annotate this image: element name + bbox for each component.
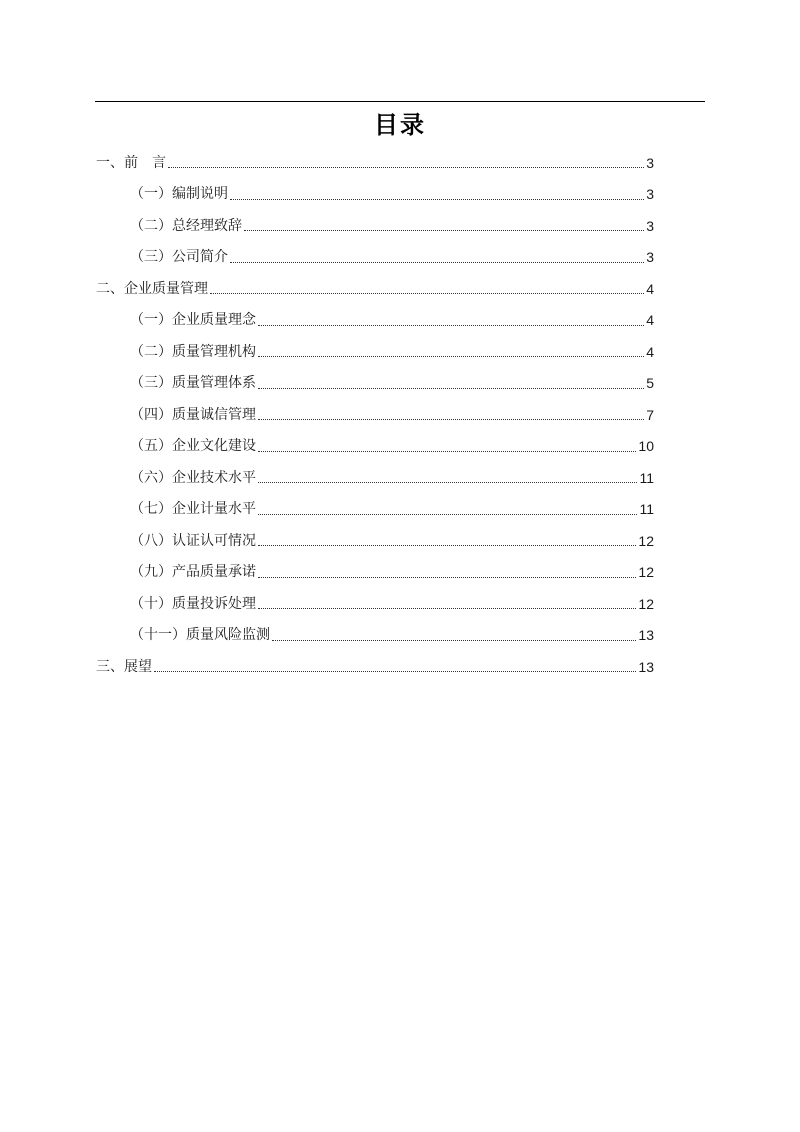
page-title: 目录 [374,111,426,139]
toc-entry-label: （十）质量投诉处理 [130,595,256,612]
toc-entry-label: （九）产品质量承诺 [130,564,256,581]
toc-entry-label: （四）质量诚信管理 [130,406,256,423]
toc-entry[interactable] [130,462,654,494]
toc-entry-label: （三）质量管理体系 [130,375,256,392]
toc-entry[interactable] [130,494,654,526]
toc-page-number: 3 [646,217,654,234]
toc-entry-label: 一、前 言 [96,154,166,171]
toc-leader-dots [258,419,644,420]
toc-entry[interactable] [130,210,654,242]
toc-leader-dots [154,671,636,672]
toc-entry-label: （一）编制说明 [130,186,228,203]
toc-entry[interactable] [130,179,654,211]
toc-leader-dots [168,167,644,168]
toc-entry[interactable] [130,431,654,463]
toc-leader-dots [258,451,636,452]
toc-leader-dots [258,356,644,357]
toc-leader-dots [230,199,644,200]
toc-page-number: 3 [646,154,654,171]
toc-entry[interactable] [130,588,654,620]
toc-page-number: 13 [638,627,654,644]
toc-entry-label: （二）总经理致辞 [130,217,242,234]
toc-entry-label: （八）认证认可情况 [130,532,256,549]
toc-leader-dots [272,640,636,641]
toc-entry-label: （五）企业文化建设 [130,438,256,455]
toc-entry[interactable] [130,525,654,557]
toc-leader-dots [258,325,644,326]
toc-entry-label: （六）企业技术水平 [130,469,256,486]
toc-entry-label: 二、企业质量管理 [96,280,208,297]
toc-leader-dots [244,230,644,231]
toc-page-number: 4 [646,280,654,297]
toc-leader-dots [210,293,644,294]
toc-page-number: 12 [638,564,654,581]
toc-page-number: 13 [638,658,654,675]
toc-page-number: 3 [646,249,654,266]
toc-entry-label: 三、展望 [96,658,152,675]
toc-entry-label: （十一）质量风险监测 [130,627,270,644]
toc-entry[interactable] [130,557,654,589]
toc-leader-dots [258,608,636,609]
toc-leader-dots [258,482,637,483]
header-rule [95,101,705,102]
toc-entry-label: （七）企业计量水平 [130,501,256,518]
toc-page-number: 11 [639,501,654,518]
toc-leader-dots [258,514,637,515]
toc-page-number: 4 [646,312,654,329]
toc-page-number: 4 [646,343,654,360]
toc-leader-dots [230,262,644,263]
toc-entry-label: （三）公司简介 [130,249,228,266]
toc-entry[interactable] [130,399,654,431]
toc-leader-dots [258,545,636,546]
toc-leader-dots [258,577,636,578]
toc-page-number: 3 [646,186,654,203]
toc-entry-label: （二）质量管理机构 [130,343,256,360]
toc-entry[interactable] [96,273,654,305]
toc-page-number: 10 [638,438,654,455]
toc-page-number: 12 [638,595,654,612]
toc-entry-label: （一）企业质量理念 [130,312,256,329]
toc-entry-preface[interactable] [96,147,654,179]
toc-entry[interactable] [130,620,654,652]
toc-page-number: 7 [646,406,654,423]
toc-entry[interactable] [130,336,654,368]
toc-entry[interactable] [130,242,654,274]
toc-page-number: 5 [646,375,654,392]
toc-entry[interactable] [130,368,654,400]
toc-page-number: 12 [638,532,654,549]
toc-entry[interactable] [96,651,654,683]
toc-page-number: 11 [639,469,654,486]
toc-entry[interactable] [130,305,654,337]
toc-leader-dots [258,388,644,389]
